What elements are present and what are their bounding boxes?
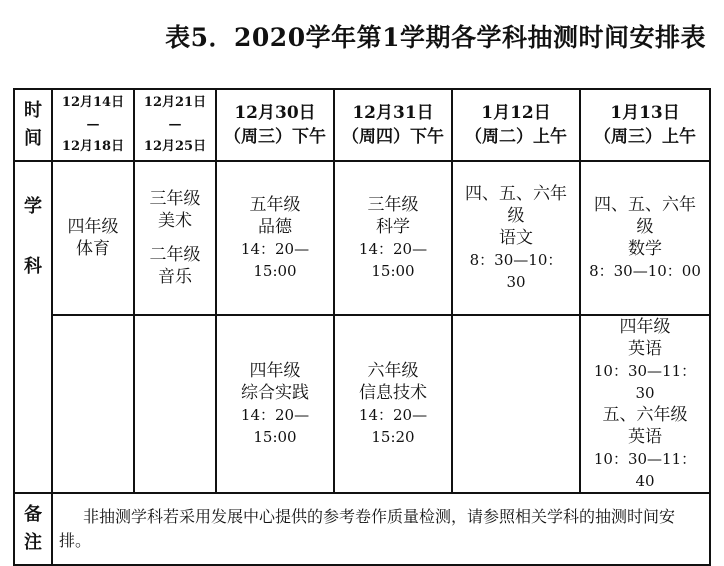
subject-row-1 <box>14 161 710 315</box>
cell-r1-c3: 五年级 品德 14：20— 15:00 <box>216 161 334 315</box>
cell-r2-c5 <box>452 315 580 493</box>
cell-r2-c6: 四年级 英语 10：30—11： 30 五、六年级 英语 10：30—11： 40 <box>580 315 710 493</box>
cell-r1-c6: 四、五、六年 级 数学 8：30—10：00 <box>580 161 710 315</box>
time-label-cell: 时 间 <box>14 89 52 161</box>
cell-r1-c1: 四年级 体育 <box>52 161 134 315</box>
cell-r2-c1 <box>52 315 134 493</box>
header-date-col4: 12月31日 （周四）下午 <box>334 89 452 161</box>
header-date-col1: 12月14日 — 12月18日 <box>52 89 134 161</box>
note-row <box>14 493 710 565</box>
cell-r2-c2 <box>134 315 216 493</box>
cell-r2-c4: 六年级 信息技术 14：20— 15:20 <box>334 315 452 493</box>
header-date-col6: 1月13日 （周三）上午 <box>580 89 710 161</box>
header-date-col3: 12月30日 （周三）下午 <box>216 89 334 161</box>
header-row <box>14 89 710 161</box>
cell-r1-c2: 三年级 美术 二年级 音乐 <box>134 161 216 315</box>
subject-row-2 <box>14 315 710 493</box>
header-date-col2: 12月21日 — 12月25日 <box>134 89 216 161</box>
schedule-table <box>13 88 711 566</box>
page-title: 表5．2020学年第1学期各学科抽测时间安排表 <box>165 23 706 52</box>
cell-r1-c4: 三年级 科学 14：20— 15:00 <box>334 161 452 315</box>
note-label-cell: 备 注 <box>14 493 52 565</box>
header-date-col5: 1月12日 （周二）上午 <box>452 89 580 161</box>
subject-label-cell: 学 科 <box>14 161 52 493</box>
cell-r1-c5: 四、五、六年 级 语文 8：30—10： 30 <box>452 161 580 315</box>
cell-r2-c3: 四年级 综合实践 14：20— 15:00 <box>216 315 334 493</box>
note-text: 非抽测学科若采用发展中心提供的参考卷作质量检测，请参照相关学科的抽测时间安排。 <box>52 493 710 565</box>
